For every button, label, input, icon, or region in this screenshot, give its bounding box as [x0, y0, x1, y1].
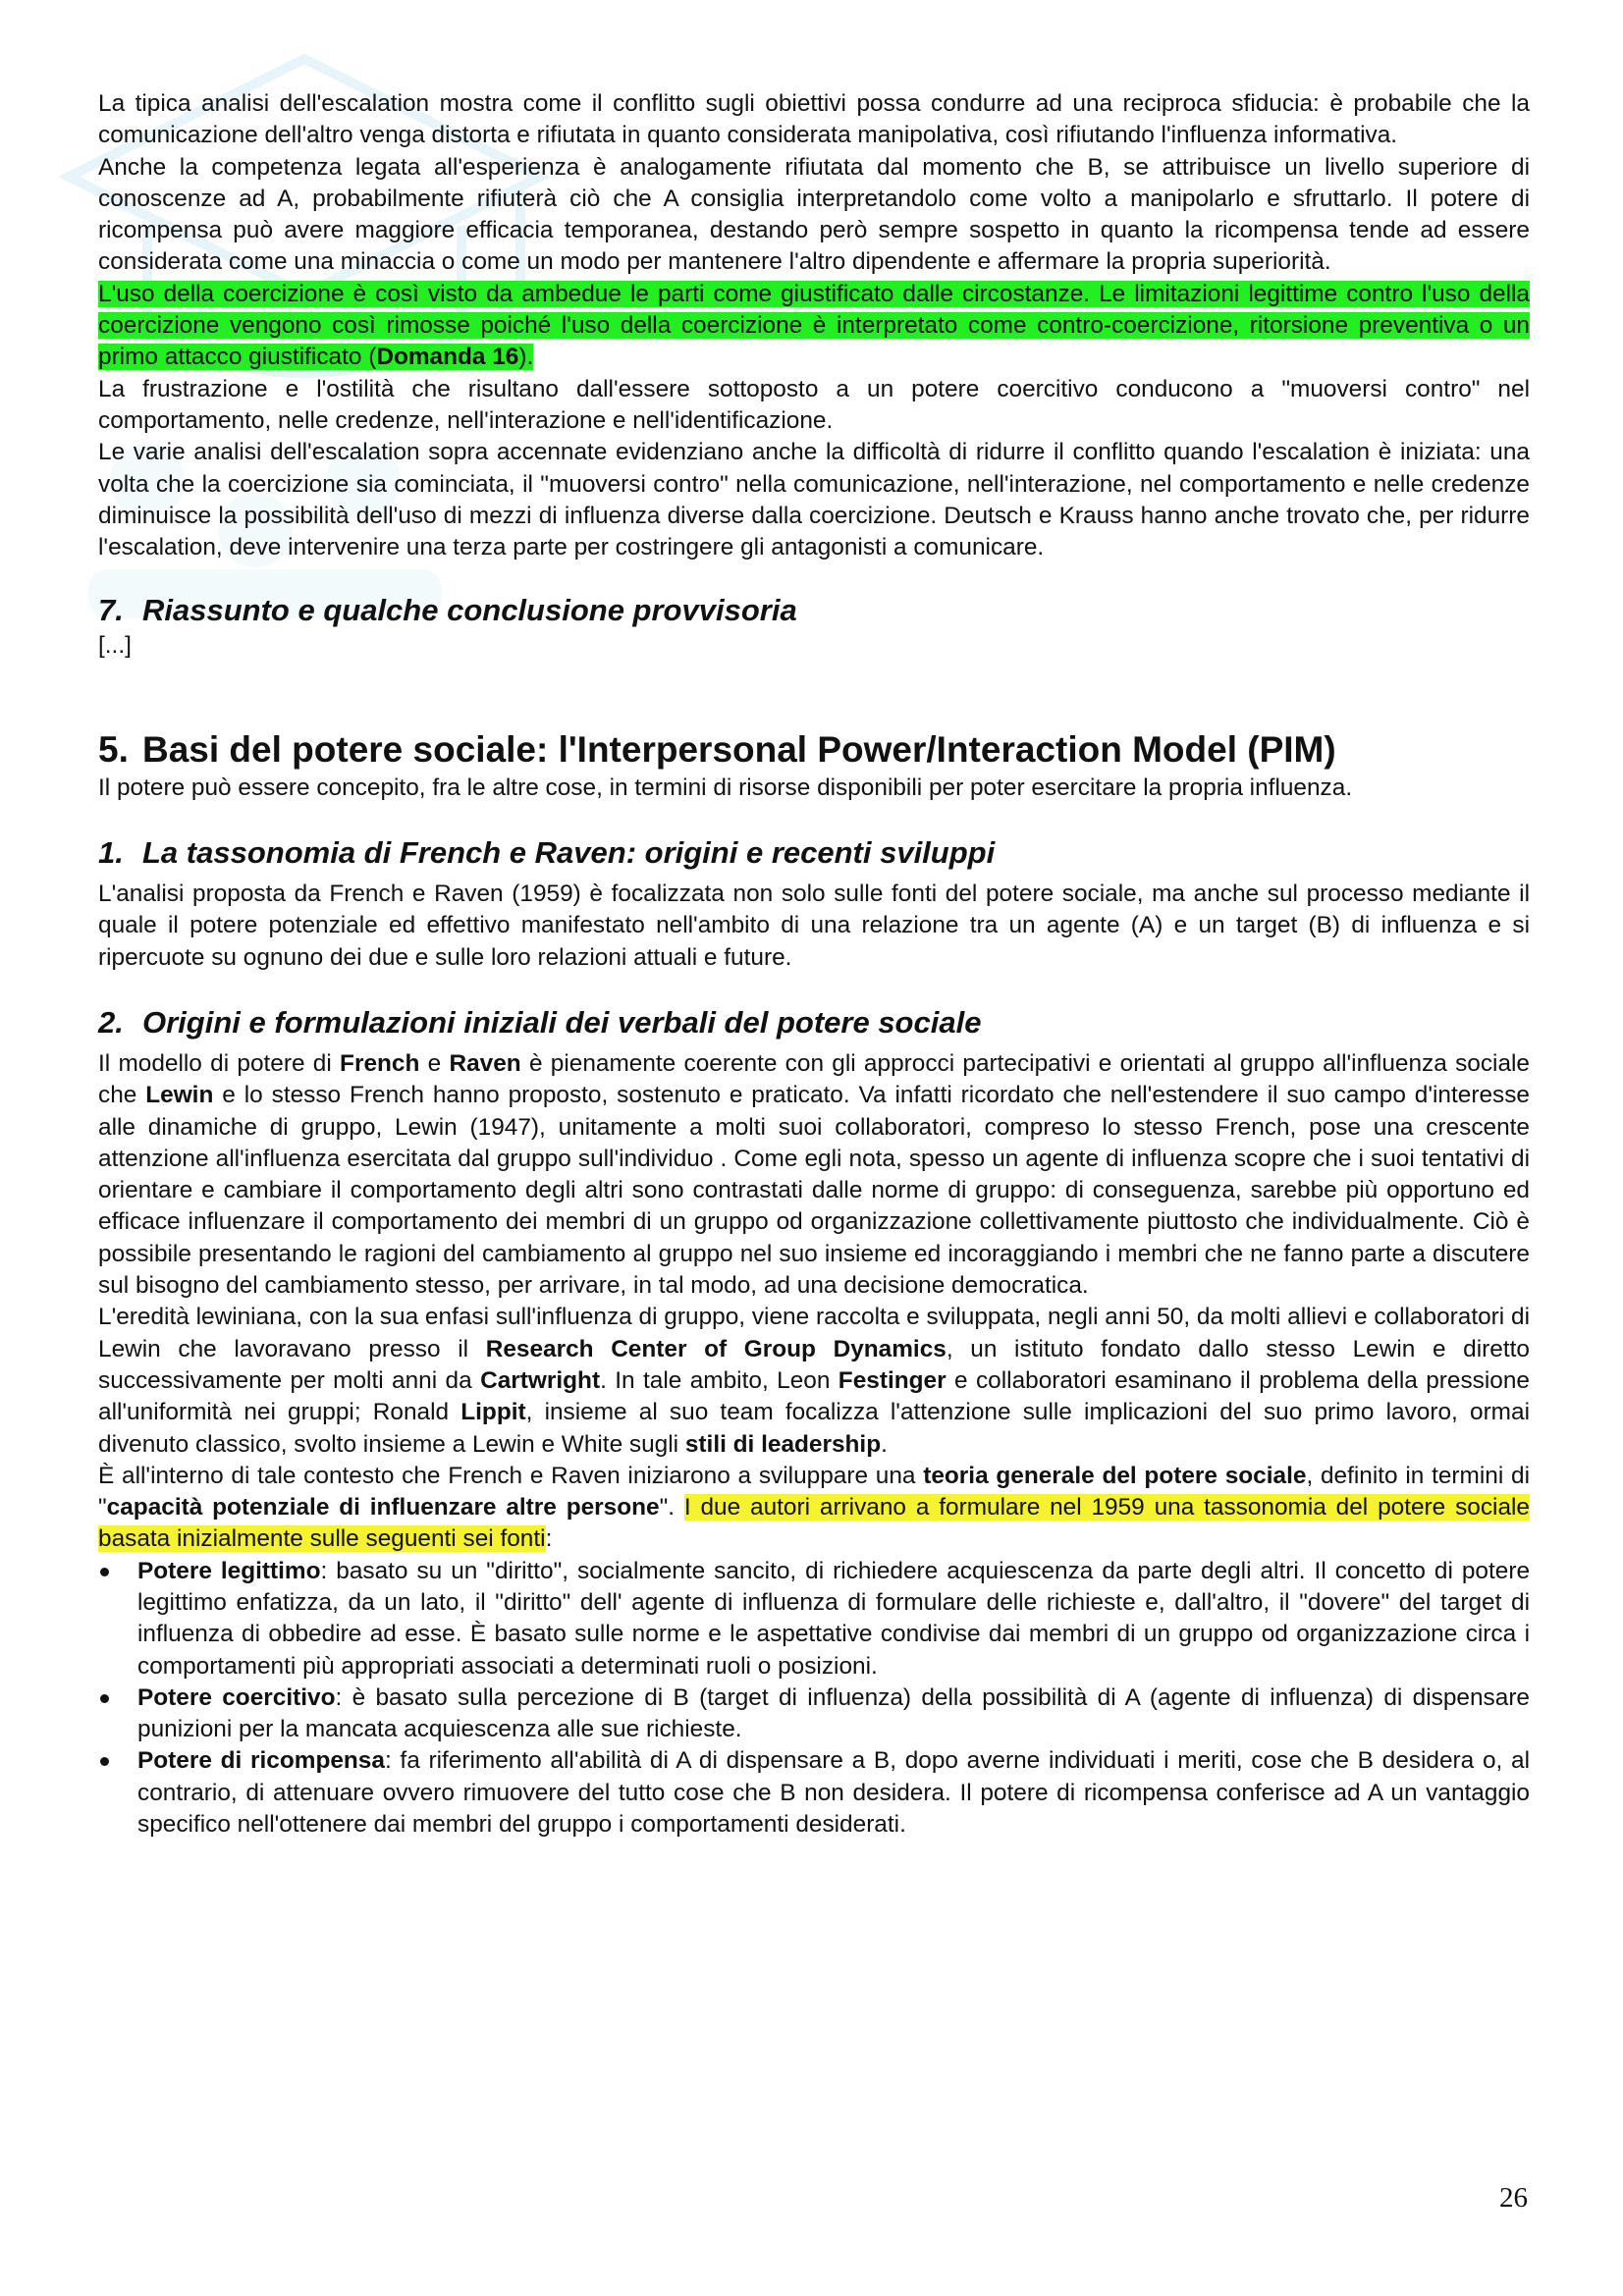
paragraph-competence: Anche la competenza legata all'esperienza è analogamente rifiutata dal momento che B, se attribuisce un livello superiore di conoscenze ad A, probabilmente rifiuterà ciò che A consiglia interpretandolo come volto a manipolarlo e sfruttarlo. Il potere di ricompensa può avere maggiore efficacia temporanea, destando però sempre sospetto in quanto la ricompensa tende ad essere considerata come una minaccia o come un modo per mantenere l'altro dipendente e affermare la propria superiorità. — [98, 153, 1530, 276]
bullet-icon — [100, 1568, 109, 1576]
power-sources-list — [98, 1556, 1530, 1842]
list-item: Potere legittimo: basato su un "diritto", socialmente sancito, di richiedere acquiescenza da parte degli altri. Il concetto di potere legittimo enfatizza, da un lato, il "diritto" dell' agente di influenza di formulare delle richieste e, dall'altro, il "dovere" del target di influenza di obbedire ad esse. È basato sulle norme e le aspettative condivise dai membri di un gruppo od organizzazione circa i comportamenti più appropriati associati a determinati ruoli o posizioni. — [98, 1556, 1530, 1682]
chapter-5-heading: 5. Basi del potere sociale: l'Interpersonal Power/Interaction Model (PIM) — [98, 728, 1336, 770]
list-item: Potere di ricompensa: fa riferimento all'abilità di A di dispensare a B, dopo averne individuati i meriti, cose che B desidera o, al contrario, di attenuare ovvero rimuovere del tutto cose che B non desidera. Il potere di ricompensa conferisce ad A un vantaggio specifico nell'ottenere dai membri del gruppo i comportamenti desiderati. — [98, 1745, 1530, 1841]
bullet-icon — [100, 1757, 109, 1766]
subsection-2-heading: 2. Origini e formulazioni iniziali dei verbali del potere sociale — [98, 1004, 982, 1040]
paragraph-escalation: La tipica analisi dell'escalation mostra come il conflitto sugli obiettivi possa condurre ad una reciproca sfiducia: è probabile che la comunicazione dell'altro venga distorta e rifiutata in quanto considerata manipolativa, così rifiutando l'influenza informativa. — [98, 90, 1530, 149]
section-7-body: [...] — [98, 632, 132, 660]
paragraph-escalation-analysis: Le varie analisi dell'escalation sopra accennate evidenziano anche la difficoltà di ridurre il conflitto quando l'escalation è iniziata: una volta che la coercizione sia cominciata, il "muoversi contro" nella comunicazione, nell'interazione, nel comportamento e nelle credenze diminuisce la possibilità dell'uso di mezzi di influenza diverse dalla coercizione. Deutsch e Krauss hanno anche trovato che, per ridurre l'escalation, deve intervenire una terza parte per costringere gli antagonisti a comunicare. — [98, 439, 1530, 561]
chapter-5-intro: Il potere può essere concepito, fra le altre cose, in termini di risorse disponibili per poter esercitare la propria influenza. — [98, 774, 1353, 801]
green-highlight: L'uso della coercizione è così visto da ambedue le parti come giustificato dalle circostanze. Le limitazioni legittime contro l'uso della coercizione vengono così rimosse poiché l'uso della coercizione è interpretato come contro-coercizione, ritorsione preventiva o un primo attacco giustificato (Domanda 16). — [98, 280, 1530, 371]
paragraph-lewin-legacy: L'eredità lewiniana, con la sua enfasi sull'influenza di gruppo, viene raccolta e sviluppata, negli anni 50, da molti allievi e collaboratori di Lewin che lavoravano presso il Research Center of Group Dynamics, un istituto fondato dallo stesso Lewin e diretto successivamente per molti anni da Cartwright. In tale ambito, Leon Festinger e collaboratori esaminano il problema della pressione all'uniformità nei gruppi; Ronald Lippit, insieme al suo team focalizza l'attenzione sulle implicazioni del suo primo lavoro, ormai divenuto classico, svolto insieme a Lewin e White sugli stili di leadership. — [98, 1304, 1530, 1458]
document-page — [98, 88, 1530, 1841]
paragraph-general-theory: È all'interno di tale contesto che French e Raven iniziarono a sviluppare una teoria generale del potere sociale, definito in termini di "capacità potenziale di influenzare altre persone". I due autori arrivano a formulare nel 1959 una tassonomia del potere sociale basata inizialmente sulle seguenti sei fonti: — [98, 1462, 1530, 1553]
paragraph-french-raven-model: Il modello di potere di French e Raven è pienamente coerente con gli approcci partecipativi e orientati al gruppo all'influenza sociale che Lewin e lo stesso French hanno proposto, sostenuto e praticato. Va infatti ricordato che nell'estendere il suo campo d'interesse alle dinamiche di gruppo, Lewin (1947), unitamente a molti suoi collaboratori, compreso lo stesso French, pose una crescente attenzione all'influenza esercitata dal gruppo sull'individuo . Come egli nota, spesso un agente di influenza scopre che i suoi tentativi di orientare e cambiare il comportamento degli altri sono contrastati dalle norme di gruppo: di conseguenza, sarebbe più opportuno ed efficace influenzare il comportamento dei membri di un gruppo od organizzazione collettivamente piuttosto che individualmente. Ciò è possibile presentando le ragioni del cambiamento al gruppo nel suo insieme ed incoraggiando i membri che ne fanno parte a discutere sul bisogno del cambiamento stesso, per arrivare, in tal modo, ad una decisione democratica. — [98, 1049, 1530, 1300]
subsection-1-body: L'analisi proposta da French e Raven (1959) è focalizzata non solo sulle fonti del potere sociale, ma anche sul processo mediante il quale il potere potenziale ed effettivo manifestato nell'ambito di una relazione tra un agente (A) e un target (B) di influenza e si ripercuote su ognuno dei due e sulle loro relazioni attuali e future. — [98, 881, 1530, 971]
page-number: 26 — [1499, 2182, 1528, 2214]
list-item: Potere coercitivo: è basato sulla percezione di B (target di influenza) della possibilità di A (agente di influenza) di dispensare punizioni per la mancata acquiescenza alle sue richieste. — [98, 1682, 1530, 1746]
question-ref: Domanda 16 — [376, 344, 519, 371]
subsection-1-heading: 1. La tassonomia di French e Raven: origini e recenti sviluppi — [98, 835, 996, 871]
yellow-highlight: I due autori arrivano a formulare nel 1959 una tassonomia del potere sociale basata inizialmente sulle seguenti sei fonti — [98, 1494, 1530, 1553]
paragraph-frustration: La frustrazione e l'ostilità che risultano dall'essere sottoposto a un potere coercitivo conducono a "muoversi contro" nel comportamento, nelle credenze, nell'interazione e nell'identificazione. — [98, 375, 1530, 434]
paragraph-coercion-highlight — [98, 279, 1530, 374]
section-7-heading: 7. Riassunto e qualche conclusione provvisoria — [98, 593, 797, 628]
bullet-icon — [100, 1694, 109, 1703]
